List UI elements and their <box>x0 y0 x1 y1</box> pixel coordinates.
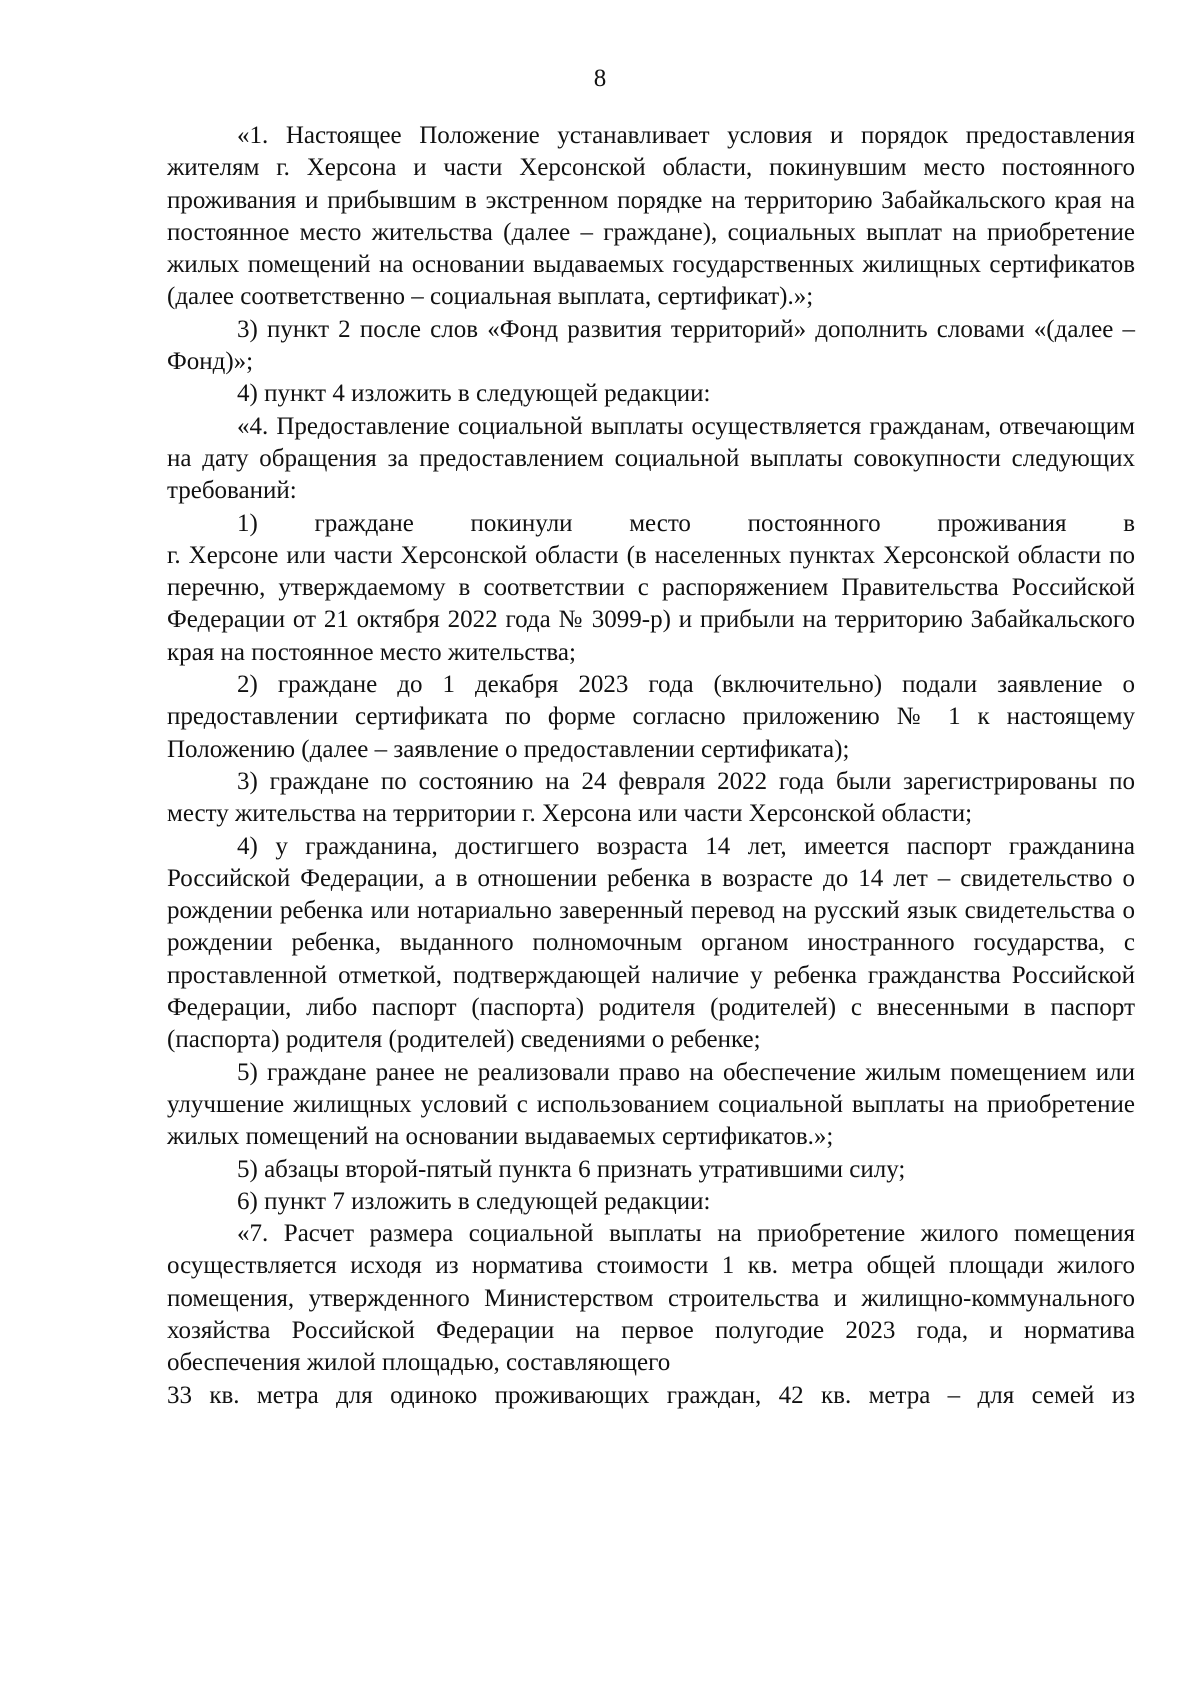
page-number: 8 <box>593 65 607 92</box>
paragraph-11: 6) пункт 7 изложить в следующей редакции: <box>237 1187 711 1215</box>
paragraph-8: 4) у гражданина, достигшего возраста 14 лет, имеется паспорт гражданина Российской Федерации, а в отношении ребенка в возрасте до 14 лет – свидетельство о рождении ребенка или нотариально заверенный перевод на русский язык свидетельства о рождении ребенка, выданного полномочным органом иностранного государства, с проставленной отметкой, подтверждающей наличие у ребенка гражданства Российской Федерации, либо паспорт (паспорта) родителя (родителей) с внесенными в паспорт (паспорта) родителя (родителей) сведениями о ребенке; <box>167 832 1135 1054</box>
paragraph-6: 2) граждане до 1 декабря 2023 года (включительно) подали заявление о предоставлении сертификата по форме согласно приложению № 1 к настоящему Положению (далее – заявление о предоставлении сертификата); <box>167 671 1135 763</box>
paragraph-7: 3) граждане по состоянию на 24 февраля 2022 года были зарегистрированы по месту жительства на территории г. Херсона или части Херсонской области; <box>167 767 1135 828</box>
paragraph-12: «7. Расчет размера социальной выплаты на приобретение жилого помещения осуществляется исходя из норматива стоимости 1 кв. метра общей площади жилого помещения, утвержденного Министерством строительства и жилищно-коммунального хозяйства Российской Федерации на первое полугодие 2023 года, и норматива обеспечения жилой площадью, составляющего <box>167 1220 1135 1377</box>
paragraph-5-continuation: г. Херсоне или части Херсонской области (в населенных пунктах Херсонской области по перечню, утверждаемому в соответствии с распоряжением Правительства Российской Федерации от 21 октября 2022 года № 3099-р) и прибыли на территорию Забайкальского края на постоянное место жительства; <box>167 541 1135 666</box>
paragraph-3: 4) пункт 4 изложить в следующей редакции: <box>237 380 711 408</box>
paragraph-4: «4. Предоставление социальной выплаты осуществляется гражданам, отвечающим на дату обращения за предоставлением социальной выплаты совокупности следующих требований: <box>167 412 1135 505</box>
paragraph-10: 5) абзацы второй-пятый пункта 6 признать утратившими силу; <box>237 1155 906 1183</box>
paragraph-9: 5) граждане ранее не реализовали право на обеспечение жилым помещением или улучшение жилищных условий с использованием социальной выплаты на приобретение жилых помещений на основании выдаваемых сертификатов.»; <box>167 1058 1135 1151</box>
paragraph-5 <box>167 508 1135 540</box>
paragraph-5-first-line: 1) граждане покинули место постоянного проживания в <box>237 509 1135 537</box>
paragraph-1: «1. Настоящее Положение устанавливает условия и порядок предоставления жителям г. Херсона и части Херсонской области, покинувшим место постоянного проживания и прибывшим в экстренном порядке на территорию Забайкальского края на постоянное место жительства (далее – граждане), социальных выплат на приобретение жилых помещений на основании выдаваемых государственных жилищных сертификатов (далее соответственно – социальная выплата, сертификат).»; <box>167 122 1135 311</box>
paragraph-2: 3) пункт 2 после слов «Фонд развития территорий» дополнить словами «(далее – Фонд)»; <box>167 315 1135 376</box>
document-body <box>167 120 1135 1412</box>
paragraph-12-last-line: 33 кв. метра для одиноко проживающих граждан, 42 кв. метра – для семей из <box>167 1381 1135 1409</box>
